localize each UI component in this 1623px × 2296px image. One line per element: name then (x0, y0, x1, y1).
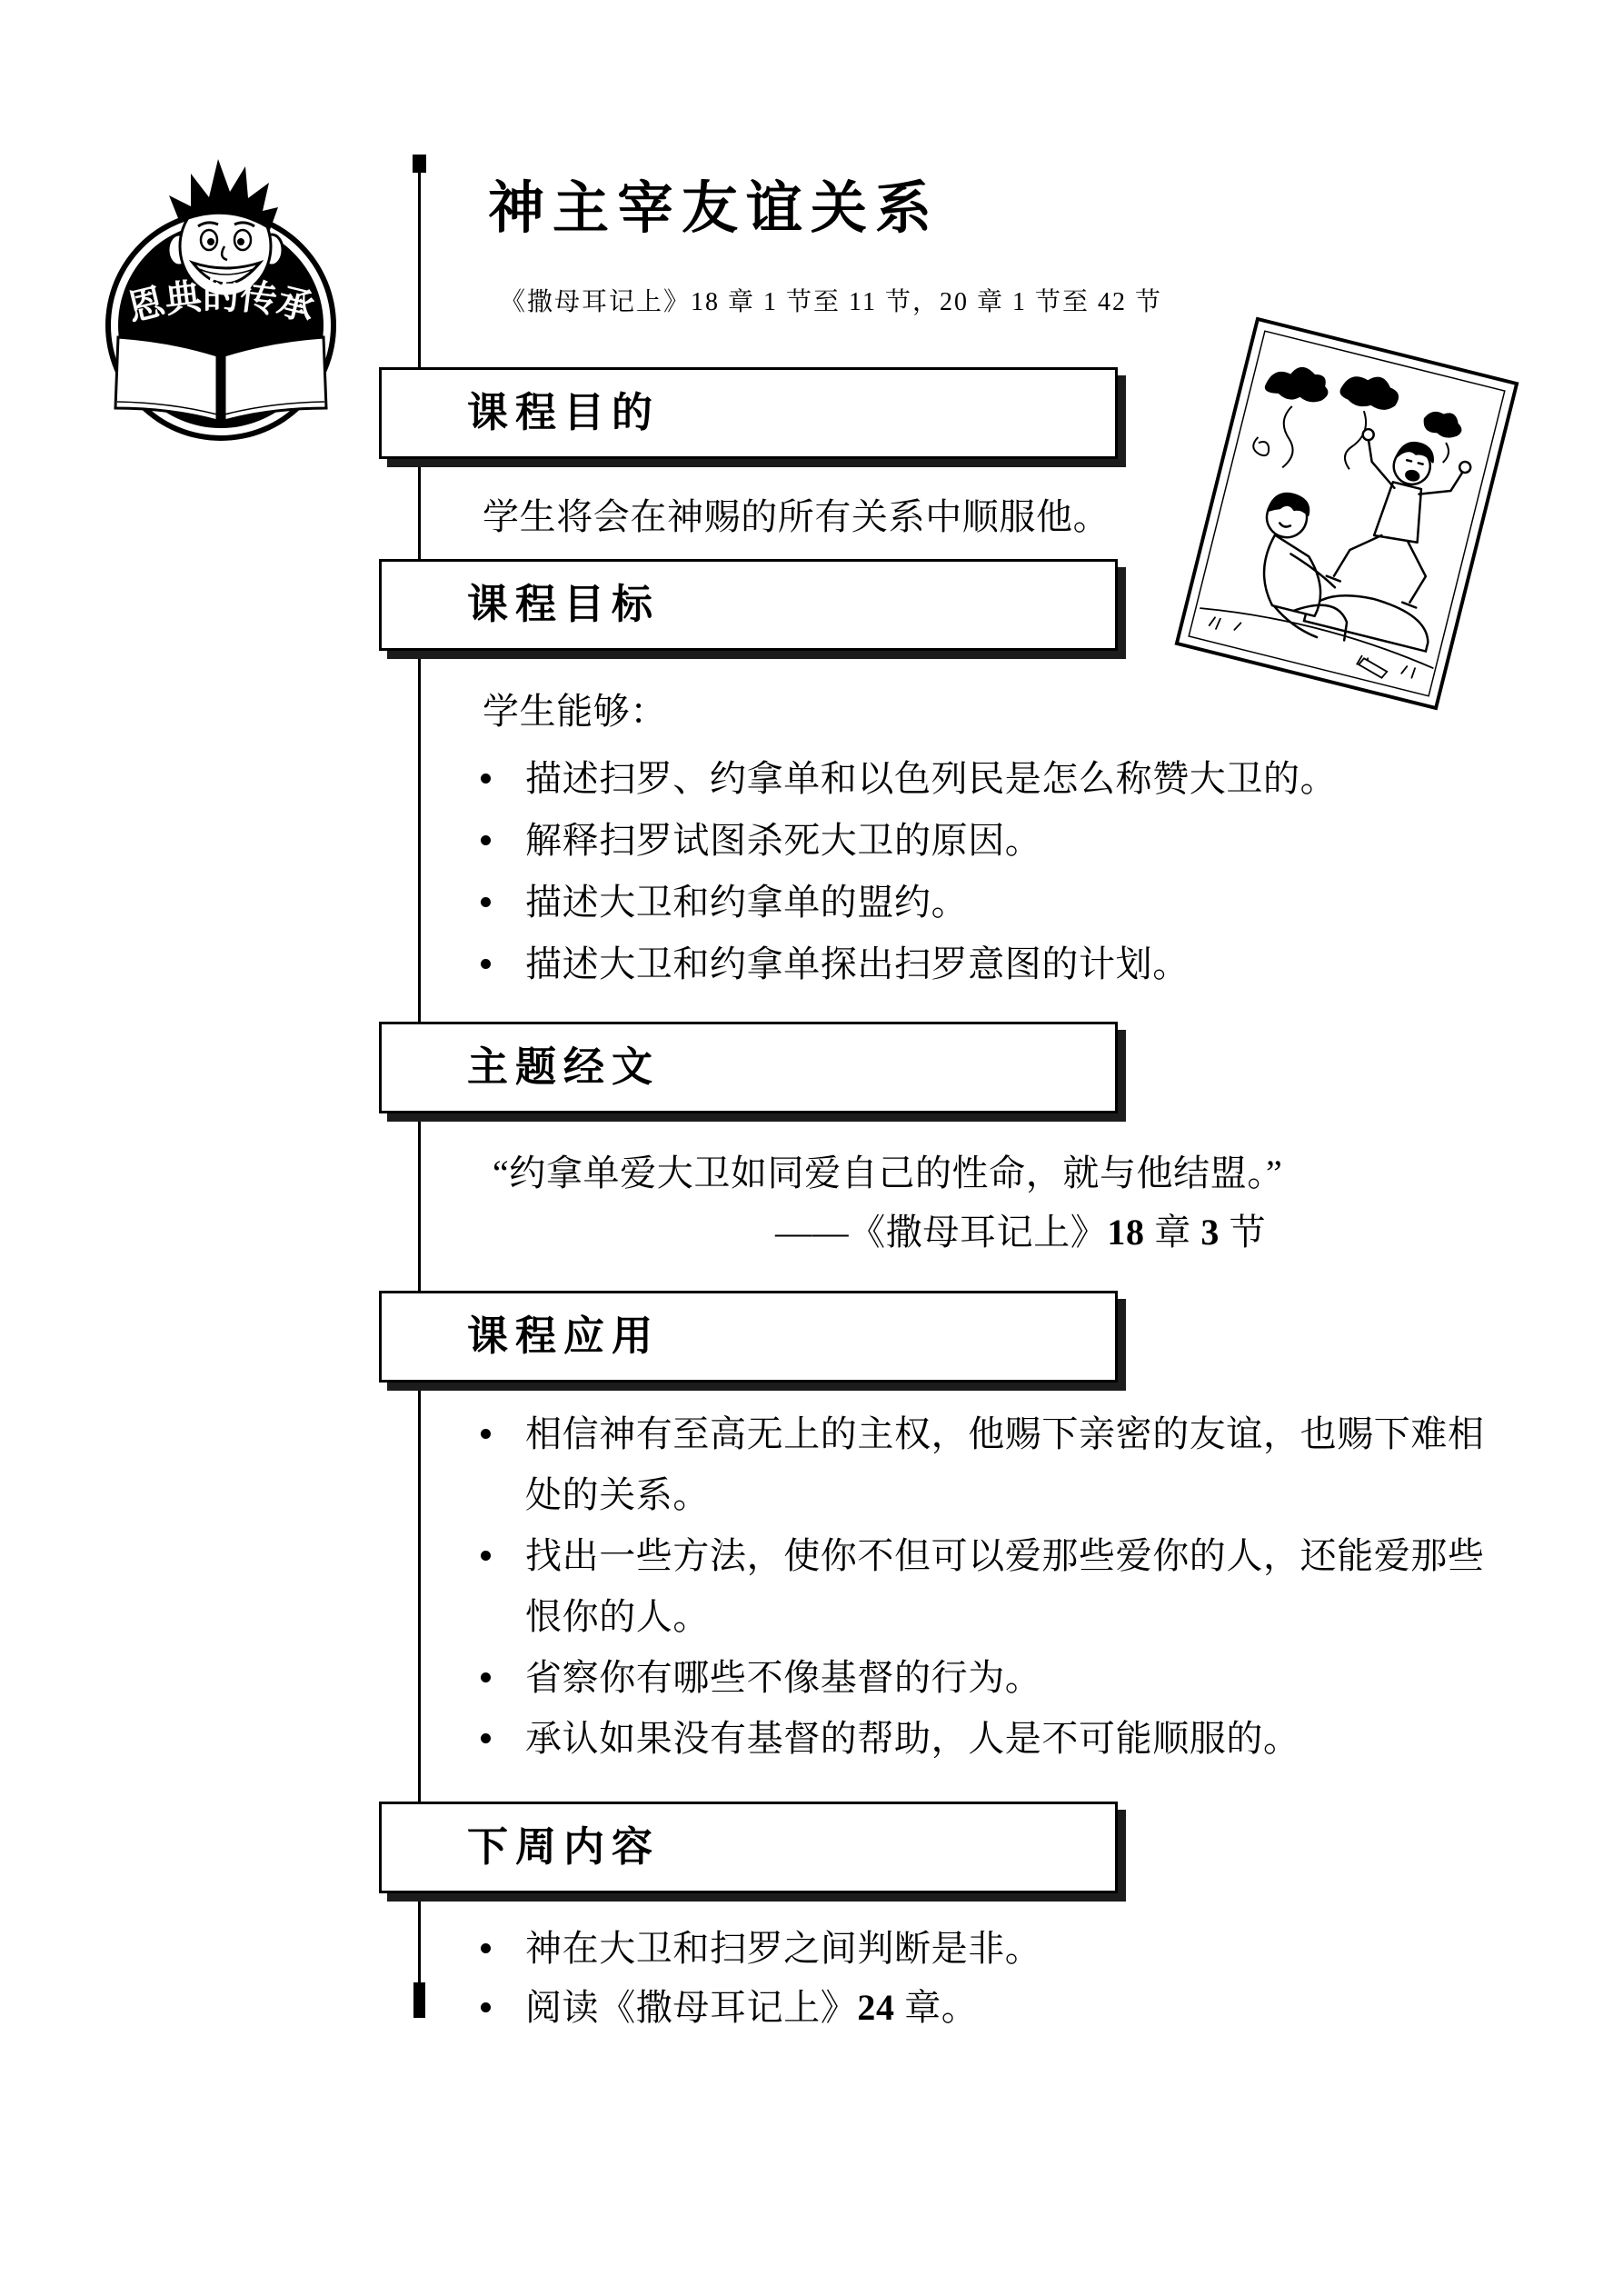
list-item (481, 1978, 1041, 2037)
timeline-end-marker (413, 1982, 425, 2018)
theme-verse-reference: ——《撒母耳记上》18 章 3 节 (775, 1212, 1267, 1253)
list-item (481, 1403, 1485, 1525)
objectives-intro: 学生能够： (483, 691, 667, 732)
theme-verse-quote: “约拿单爱大卫如同爱自己的性命，就与他结盟。” (493, 1153, 1283, 1193)
page-title: 神主宰友谊关系 (488, 178, 941, 240)
section-heading: 主题经文 (467, 1044, 661, 1090)
bullet-icon (481, 1551, 491, 1561)
bullet-icon (481, 1672, 491, 1682)
scripture-reference: 《撒母耳记上》18 章 1 节至 11 节，20 章 1 节至 42 节 (500, 288, 1162, 316)
list-item-text: 描述扫罗、约拿单和以色列民是怎么称赞大卫的。 (525, 758, 1338, 799)
logo-label: 恩典的传承 (123, 275, 319, 331)
next-week-list (481, 1919, 1041, 2037)
list-item-line: 承认如果没有基督的帮助，人是不可能顺服的。 (525, 1718, 1300, 1759)
list-item (481, 872, 1337, 933)
section-heading: 下周内容 (467, 1824, 661, 1870)
list-item-text: 神在大卫和扫罗之间判断是非。 (525, 1928, 1042, 1969)
bold-number: 18 (1107, 1212, 1145, 1253)
logo-emblem (91, 150, 354, 450)
bullet-icon (481, 1429, 491, 1439)
section-header-theme-verse (379, 1022, 1118, 1113)
bullet-icon (481, 1943, 491, 1953)
section-header-next-week (379, 1802, 1118, 1893)
purpose-text: 学生将会在神赐的所有关系中顺服他。 (483, 496, 1110, 537)
list-item (481, 1708, 1485, 1769)
timeline-start-marker (413, 155, 426, 173)
list-item (481, 1525, 1485, 1647)
list-item-text: 描述大卫和约拿单探出扫罗意图的计划。 (525, 943, 1190, 984)
section-header-purpose (379, 367, 1118, 459)
list-item-line: 恨你的人。 (525, 1596, 710, 1637)
bullet-icon (481, 959, 491, 969)
list-item-line: 相信神有至高无上的主权，他赐下亲密的友谊，也赐下难相 (525, 1413, 1485, 1454)
bullet-icon (481, 835, 491, 845)
bullet-icon (481, 1733, 491, 1743)
illustration-card (1174, 316, 1518, 710)
list-item (481, 1647, 1485, 1708)
bullet-icon (481, 897, 491, 907)
bullet-icon (481, 774, 491, 784)
list-item (481, 748, 1337, 810)
section-header-objectives (379, 559, 1118, 651)
list-item-text: 解释扫罗试图杀死大卫的原因。 (525, 820, 1042, 861)
list-item-line: 省察你有哪些不像基督的行为。 (525, 1657, 1042, 1698)
list-item (481, 810, 1337, 872)
section-heading: 课程目标 (467, 582, 661, 627)
objectives-list (481, 748, 1337, 995)
section-heading: 课程应用 (467, 1313, 661, 1359)
list-item-text: 描述大卫和约拿单的盟约。 (525, 882, 969, 923)
application-list (481, 1403, 1485, 1769)
list-item-line: 找出一些方法，使你不但可以爱那些爱你的人，还能爱那些 (525, 1535, 1485, 1576)
section-header-application (379, 1291, 1118, 1383)
list-item-line: 处的关系。 (525, 1474, 710, 1515)
bullet-icon (481, 2002, 491, 2012)
bold-number: 24 (857, 1987, 895, 2028)
bold-number: 3 (1200, 1212, 1220, 1253)
list-item (481, 933, 1337, 995)
list-item (481, 1919, 1041, 1978)
list-item-text: 阅读《撒母耳记上》24 章。 (525, 1987, 979, 2028)
section-heading: 课程目的 (467, 390, 661, 435)
